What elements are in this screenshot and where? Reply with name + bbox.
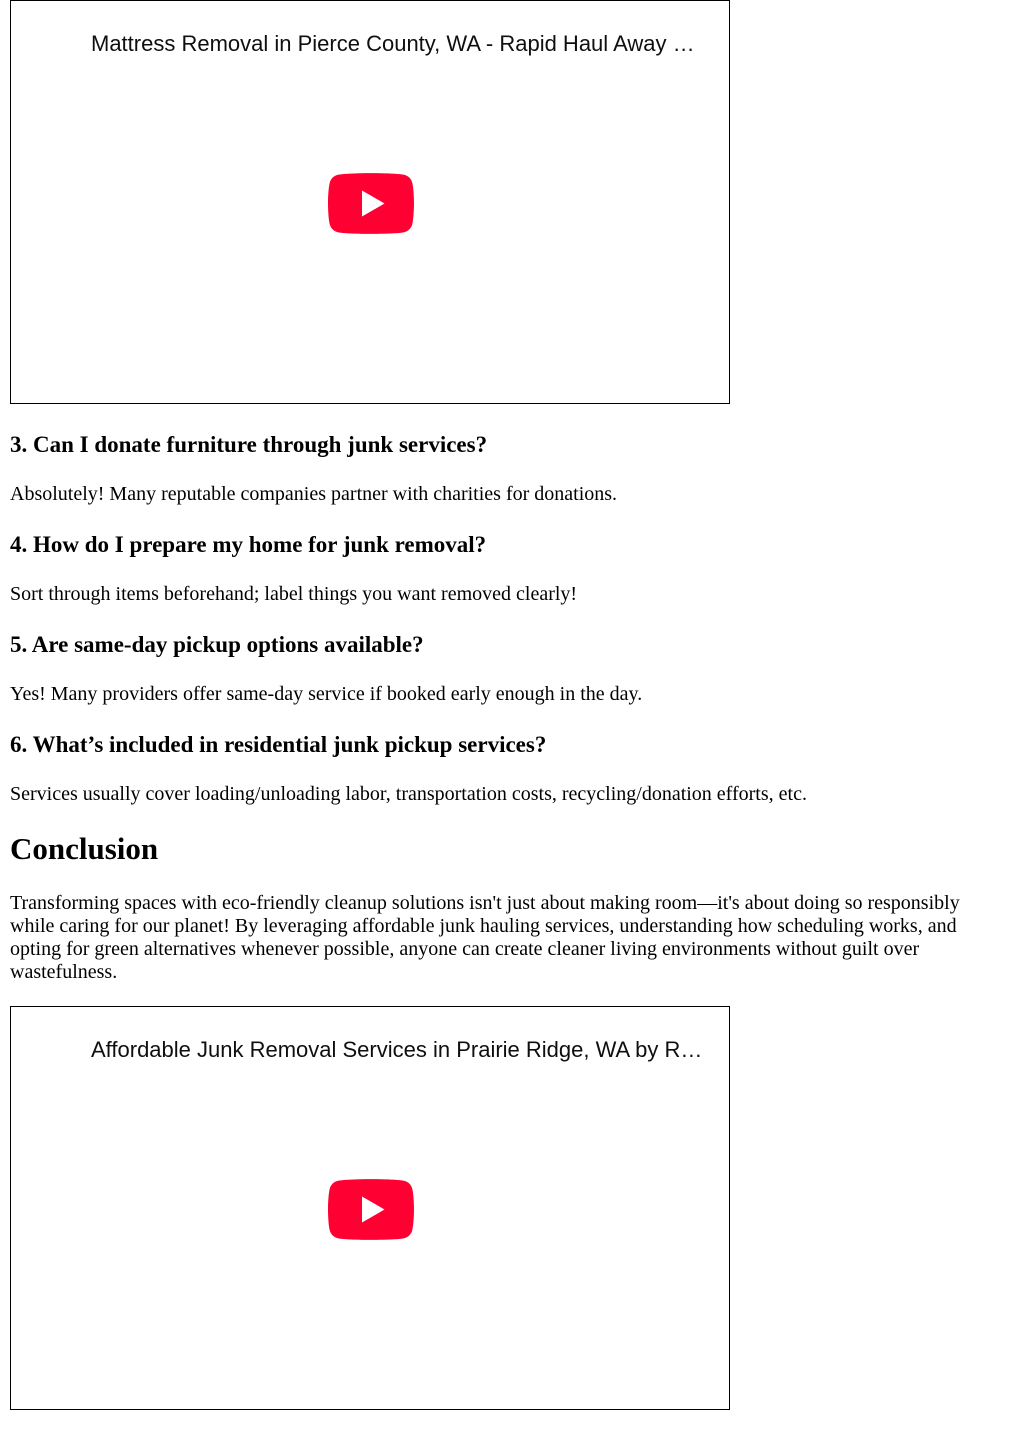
faq-question-5: 5. Are same-day pickup options available? [10, 632, 424, 657]
youtube-play-icon [328, 1179, 414, 1240]
youtube-play-icon [328, 173, 414, 234]
conclusion-heading: Conclusion [10, 831, 159, 866]
faq-answer-3: Absolutely! Many reputable companies partner with charities for donations. [10, 483, 618, 505]
youtube-play-button[interactable] [328, 1179, 414, 1240]
faq-answer-5: Yes! Many providers offer same-day service if booked early enough in the day. [10, 683, 643, 705]
faq-question-4: 4. How do I prepare my home for junk removal? [10, 532, 487, 557]
youtube-play-button[interactable] [328, 173, 414, 234]
video-title[interactable]: Affordable Junk Removal Services in Prairie Ridge, WA by R… [91, 1037, 703, 1062]
faq-answer-6: Services usually cover loading/unloading labor, transportation costs, recycling/donation efforts, etc. [10, 783, 807, 805]
faq-question-6: 6. What’s included in residential junk pickup services? [10, 732, 547, 757]
faq-question-3: 3. Can I donate furniture through junk services? [10, 432, 488, 457]
video-embed-mattress-removal[interactable] [10, 0, 730, 404]
video-embed-junk-removal[interactable] [10, 1006, 730, 1410]
faq-answer-4: Sort through items beforehand; label things you want removed clearly! [10, 583, 578, 605]
conclusion-paragraph: Transforming spaces with eco-friendly cleanup solutions isn't just about making room—it's about doing so responsibly while caring for our planet! By leveraging affordable junk hauling services, understanding how scheduling works, and opting for green alternatives whenever possible, anyone can create cleaner living environments without guilt over wastefulness. [10, 892, 960, 983]
video-title[interactable]: Mattress Removal in Pierce County, WA - Rapid Haul Away … [91, 31, 695, 56]
